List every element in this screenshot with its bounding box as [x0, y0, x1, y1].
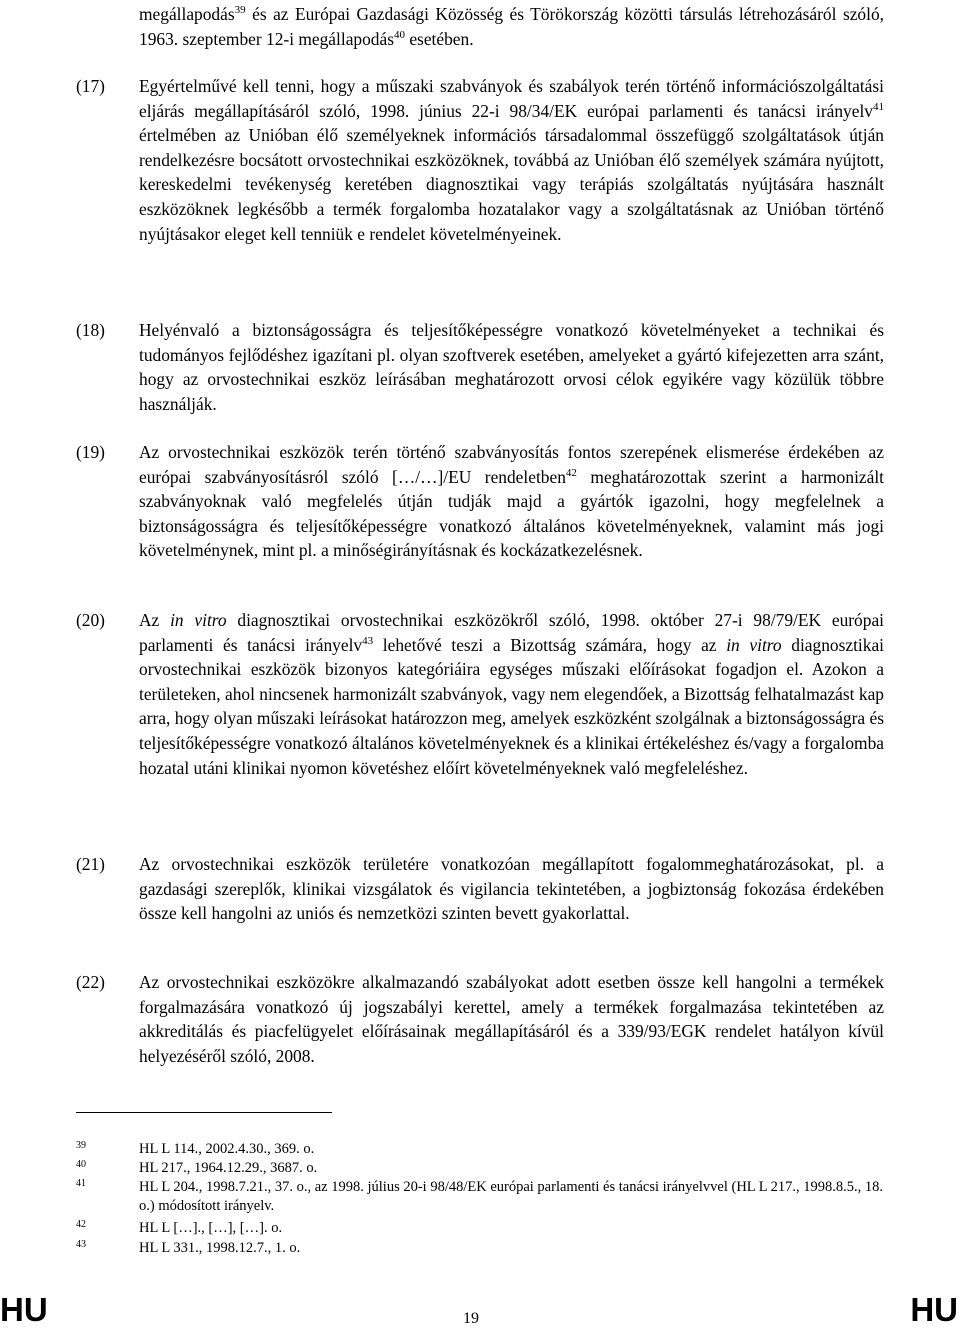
- footnote-number: 42: [76, 1219, 86, 1230]
- footnote-number: 43: [76, 1239, 86, 1250]
- paragraph-intro: [76, 2, 884, 51]
- paragraph-number: (18): [76, 320, 105, 340]
- language-code-right: HU: [910, 1291, 958, 1328]
- footnote-ref-42[interactable]: 42: [565, 466, 577, 479]
- paragraph-number: (22): [76, 972, 105, 992]
- paragraph-number: (20): [76, 610, 105, 630]
- footnote-ref-41[interactable]: 41: [873, 100, 884, 113]
- footnote-text: HL L 331., 1998.12.7., 1. o.: [139, 1240, 301, 1256]
- paragraph-number: (21): [76, 854, 105, 874]
- paragraph-17: [76, 74, 884, 246]
- paragraph-text: Az orvostechnikai eszközök területére vonatkozóan megállapított fogalommeghatározásokat, pl. a gazdasági szereplők, klinikai vizsgálatok és vigilancia tekintetében, a jogbiztonság fokozása érdekében össze kell hangolni az uniós és nemzetközi szinten bevett gyakorlattal.: [139, 854, 884, 924]
- paragraph-text: Az in vitro diagnosztikai orvostechnikai eszközökről szóló, 1998. október 27-i 98/79/EK európai parlamenti és tanácsi irányelv$^{43}$ lehetővé teszi a Bizottság számára, hogy az in vitro diagnosztikai orvostechnikai eszközök bizonyos kategóriáira egységes műszaki előírásokat fogadjon el. Azokon a területeken, ahol nincsenek harmonizált szabványok, vagy nem elegendőek, a Bizottság felhatalmazást kap arra, hogy olyan műszaki leírásokat határozzon meg, amelyek eszközként szolgálnak a biztonságosságra és teljesítőképességre vonatkozó általános követelményeknek és a klinikai értékeléshez és/vagy a forgalomba hozatal utáni klinikai nyomon követéshez előírt követelményeknek való megfeleléshez.: [139, 610, 885, 778]
- footnote-text: HL L 114., 2002.4.30., 369. o.: [139, 1141, 315, 1157]
- footnote-43: [76, 1239, 884, 1258]
- paragraph-18: [76, 318, 884, 416]
- paragraph-text: Az orvostechnikai eszközök terén történő szabványosítás fontos szerepének elismerése érdekében az európai szabványosításról szóló […/…]/EU rendeletben$^{42}$ meghatározottak szerint a harmonizált szabványoknak való megfelelés útján tudják majd a gyártók igazolni, hogy megfelelnek a biztonságosságra és teljesítőképességre vonatkozó általános követelményeknek, valamint más jogi követelménynek, mint pl. a minőségirányításnak és kockázatkezelésnek.: [139, 442, 885, 561]
- footnote-number: 41: [76, 1178, 86, 1189]
- paragraph-19: [76, 440, 884, 563]
- footnote-separator: [76, 1112, 332, 1113]
- paragraph-21: [76, 852, 884, 926]
- paragraph-22: [76, 970, 884, 1068]
- footnote-text: HL L […]., […], […]. o.: [139, 1220, 283, 1236]
- footnote-ref-43[interactable]: 43: [362, 634, 374, 647]
- paragraph-20: [76, 608, 884, 780]
- footnote-40: [76, 1159, 884, 1178]
- paragraph-text: megállapodás$^{39}$ és az Európai Gazdasági Közösség és Törökország közötti társulás létrehozásáról szóló, 1963. szeptember 12-i megállapodás$^{40}$ esetében.: [139, 4, 884, 49]
- paragraph-text: Az orvostechnikai eszközökre alkalmazandó szabályokat adott esetben össze kell hangolni a termékek forgalmazására vonatkozó új jogszabályi kerettel, amely a termékek forgalmazása tekintetében az akkreditálás és piacfelügyelet előírásainak megállapításáról és a 339/93/EGK rendelet hatályon kívül helyezéséről szóló, 2008.: [139, 972, 884, 1066]
- footnote-text: HL 217., 1964.12.29., 3687. o.: [139, 1160, 318, 1176]
- footnote-39: [76, 1140, 884, 1159]
- page-number: 19: [463, 1310, 479, 1327]
- paragraph-number: [76, 2, 139, 51]
- language-code-left: HU: [0, 1291, 48, 1328]
- footnote-text: HL L 204., 1998.7.21., 37. o., az 1998. július 20-i 98/48/EK európai parlamenti és tanácsi irányelvvel (HL L 217., 1998.8.5., 18. o.) módosított irányelv.: [139, 1179, 884, 1214]
- paragraph-number: (17): [76, 76, 105, 96]
- footnote-ref-39[interactable]: 39: [234, 4, 246, 17]
- paragraph-text: Helyénvaló a biztonságosságra és teljesítőképességre vonatkozó követelményeket a technikai és tudományos fejlődéshez igazítani pl. olyan szoftverek esetében, amelyeket a gyártó kifejezetten arra szánt, hogy az orvostechnikai eszköz leírásában meghatározott orvosi célok egyikére vagy közülük többre használják.: [139, 320, 884, 414]
- footnote-41: [76, 1178, 884, 1216]
- footnote-number: 39: [76, 1140, 86, 1151]
- footnote-ref-40[interactable]: 40: [393, 28, 405, 41]
- footnote-number: 40: [76, 1159, 86, 1170]
- paragraph-text: Egyértelművé kell tenni, hogy a műszaki szabványok és szabályok terén történő információszolgáltatási eljárás megállapításáról szóló, 1998. június 22-i 98/34/EK európai parlamenti és tanácsi irányelv$^{41}$ értelmében az Unióban élő személyeknek információs társadalommal összefüggő szolgáltatások útján rendelkezésre bocsátott orvostechnikai eszközöknek, továbbá az Unióban élő személyek számára nyújtott, kereskedelmi tevékenység keretében diagnosztikai vagy terápiás szolgáltatás nyújtására használt eszközöknek legkésőbb a termék forgalomba hozatalakor vagy a szolgáltatásnak az Unióban történő nyújtásakor eleget kell tenniük e rendelet követelményeinek.: [139, 76, 884, 244]
- paragraph-number: (19): [76, 442, 105, 462]
- footnote-42: [76, 1219, 884, 1238]
